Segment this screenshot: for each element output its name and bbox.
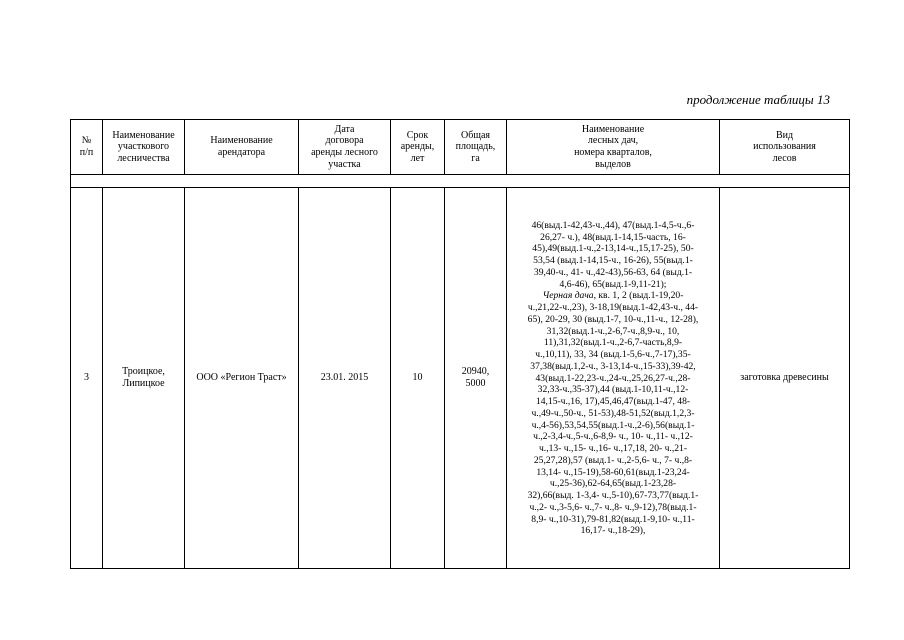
cell-line: номера кварталов,: [574, 147, 652, 158]
forest-lines: [509, 219, 717, 537]
header-usage: [720, 120, 850, 175]
forest-line: ч.,21,22-ч.,23), 3-18,19(выд.1-42,43-ч., 44-: [527, 302, 699, 314]
forest-line: 39,40-ч., 41- ч.,42-43),56-63, 64 (выд.1-: [533, 266, 693, 278]
forest-line: 4,6-46), 65(выд.1-9,11-21);: [559, 278, 667, 290]
cell-term: 10: [391, 188, 445, 569]
forest-line: 31,32(выд.1-ч.,2-6,7-ч.,8,9-ч., 10,: [546, 325, 680, 337]
cell-line: га: [471, 152, 480, 164]
cell-date: 23.01. 2015: [299, 188, 391, 569]
forest-line: 53,54 (выд.1-14,15-ч., 16-26), 55(выд.1-: [533, 255, 693, 267]
forest-line: 26,27- ч.), 48(выд.1-14,15-часть, 16-: [540, 231, 686, 243]
cell-line: Вид: [775, 129, 794, 141]
forest-line: 65), 20-29, 30 (выд.1-7, 10-ч.,11-ч., 12-28),: [527, 313, 699, 325]
cell-line: использования: [753, 141, 816, 153]
cell-area: [445, 188, 507, 569]
forest-line: ч.,4-56),53,54,55(выд.1-ч.,2-6),56(выд.1-: [531, 419, 695, 431]
cell-usage: заготовка древесины: [720, 188, 850, 569]
cell-line: Общая: [460, 129, 491, 141]
cell-line: участка: [328, 158, 361, 170]
spacer-cell: [71, 175, 850, 188]
cell-line: участкового: [117, 141, 170, 153]
cell-line: аренды лесного: [311, 147, 378, 158]
forest-line: ч.,49-ч.,50-ч., 51-53),48-51,52(выд.1,2,3-: [531, 407, 695, 419]
forest-line: 45),49(выд.1-ч.,2-13,14-ч.,15,17-25), 50-: [532, 243, 694, 255]
forest-line: Черная дача, кв. 1, 2 (выд.1-19,20-: [542, 290, 684, 302]
forest-line: 13,14- ч.,15-19),58-60,61(выд.1-23,24-: [536, 466, 690, 478]
forest-line: ч.,2-3,4-ч.,5-ч.,6-8,9- ч., 10- ч.,11- ч.,12-: [533, 431, 693, 443]
forest-line: ч.,10,11), 33, 34 (выд.1-5,6-ч.,7-17),35-: [535, 349, 691, 361]
header-num: [71, 120, 103, 175]
header-forest: [507, 120, 720, 175]
forest-line: 46(выд.1-42,43-ч.,44), 47(выд.1-4,5-ч.,6-: [531, 219, 695, 231]
cell-line: Срок: [406, 129, 429, 141]
forest-line: 16,17- ч.,18-29),: [580, 525, 646, 537]
cell-line: Липицкое: [122, 378, 165, 389]
cell-line: аренды,: [400, 141, 435, 153]
forest-line: ч.,2- ч.,3-5,6- ч.,7- ч.,8- ч.,9-12),78(выд.1-: [529, 501, 697, 513]
cell-line: Троицкое,: [122, 366, 165, 378]
cell-line: п/п: [79, 147, 94, 158]
cell-tenant: ООО «Регион Траст»: [185, 188, 299, 569]
spacer-row: [71, 175, 850, 188]
cell-line: арендатора: [217, 147, 266, 158]
cell-line: Наименование: [112, 129, 175, 141]
cell-line: №: [81, 135, 92, 147]
forest-dacha-name: Черная дача: [542, 290, 594, 302]
header-row: [71, 120, 850, 175]
forest-line: 14,15-ч.,16, 17),45,46,47(выд.1-47, 48-: [535, 396, 691, 408]
forest-line: 32),66(выд. 1-3,4- ч.,5-10),67-73,77(выд.1-: [527, 490, 699, 502]
forest-line: ч.,13- ч.,15- ч.,16- ч.,17,18, 20- ч.,21-: [538, 443, 688, 455]
cell-line: лет: [410, 152, 425, 164]
header-date: [299, 120, 391, 175]
header-area: [445, 120, 507, 175]
cell-line: 5000: [465, 378, 486, 389]
forest-line: ч.,25-36),62-64,65(выд.1-23,28-: [549, 478, 677, 490]
forest-line: 43(выд.1-22,23-ч.,24-ч.,25,26,27-ч.,28-: [535, 372, 691, 384]
cell-line: Дата: [334, 123, 355, 135]
cell-line: договора: [325, 135, 364, 147]
forest-line: 11),31,32(выд.1-ч.,2-6,7-часть,8,9-: [543, 337, 683, 349]
header-district: [103, 120, 185, 175]
header-tenant: [185, 120, 299, 175]
cell-forest-list: [507, 188, 720, 569]
cell-line: лесных дач,: [587, 135, 639, 147]
table-row: [71, 188, 850, 569]
cell-line: Наименование: [210, 135, 273, 147]
cell-line: лесов: [772, 152, 797, 164]
cell-num: 3: [71, 188, 103, 569]
forest-line: 25,27,28),57 (выд.1- ч.,2-5,6- ч., 7- ч.,8-: [533, 454, 693, 466]
cell-line: лесничества: [117, 152, 170, 164]
cell-district: [103, 188, 185, 569]
header-term: [391, 120, 445, 175]
cell-line: Наименование: [581, 123, 645, 135]
cell-line: выделов: [595, 158, 631, 170]
forest-line: 37,38(выд.1,2-ч., 3-13,14-ч.,15-33),39-42,: [530, 360, 696, 372]
forest-line: 8,9- ч.,10-31),79-81,82(выд.1-9,10- ч.,11-: [531, 513, 695, 525]
lease-table: [70, 119, 850, 569]
cell-line: площадь,: [455, 141, 496, 153]
forest-line: 32,33-ч.,35-37),44 (выд.1-10,11-ч.,12-: [537, 384, 689, 396]
table-caption: продолжение таблицы 13: [686, 92, 830, 107]
cell-line: 20940,: [461, 366, 490, 378]
